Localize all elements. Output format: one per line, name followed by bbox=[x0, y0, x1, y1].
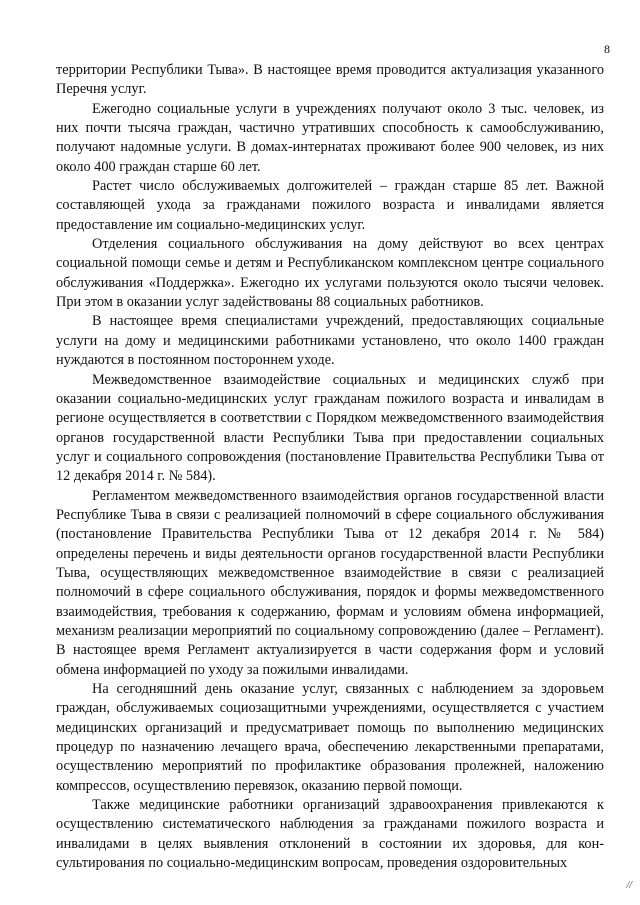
paragraph-9: Также медицинские работники организаций здравоохранения привлекаются к осуществлению систематического наблюдения за гражданами пожилого возраста и инвалидами в целях выявления отклонений в состоянии их здоровья, для консультирования по социально-медицинским вопросам, проведения оздоровительных bbox=[56, 797, 604, 872]
paragraph-1: территории Республики Тыва». В настоящее время проводится актуализация указанного Перечня услуг. bbox=[56, 62, 604, 98]
paragraph-4: Отделения социального обслуживания на дому действуют во всех центрах социальной помощи семье и детям и Республиканском комплексном центре социального обслуживания «Поддержка». Ежегодно их услугами пользуются около тысячи человек. При этом в оказании услуг задействованы 88 социальных работников. bbox=[56, 236, 604, 311]
paragraph-7: Регламентом межведомственного взаимодействия органов государственной власти Республике Тыва в связи с реализацией полномочий в сфере социального обслуживания (постановление Правительства Республики Тыва от 12 декабря 2014 г. № 584) определены перечень и виды деятельности органов государственной власти Республики Тыва, осуществляющих межведомственное взаимодействие в связи с реализацией полномочий в сфере социального обслуживания, порядок и формы межведомственного взаимодействия, требования к содержанию, формам и условиям обмена информацией, механизм реализации мероприятий по социальному сопровождению (далее – Регламент). В настоящее время Регламент актуализируется в части содержания форм и условий обмена информацией по уходу за пожилыми инвалидами. bbox=[56, 487, 604, 678]
paragraph-6: Межведомственное взаимодействие социальных и медицинских служб при оказании социально-медицинских услуг гражданам пожилого возраста и инвалидам в регионе осуществляется в соответствии с Порядком межведомственного взаимодействия органов государственной власти Республики Тыва при предоставлении социальных услуг и социального сопровождения (постановление Правительства Республики Тыва от 12 декабря 2014 г. № 584). bbox=[56, 371, 604, 485]
paragraph-8: На сегодняшний день оказание услуг, связанных с наблюдением за здоровьем граждан, обслуживаемых социозащитными учреждениями, осуществляется с участием медицинских организаций и предусматривает помощь по выполнению медицинских процедур по назначению лечащего врача, обеспечению лекарственными препаратами, осуществлению мероприятий по профилактике образования пролежней, наложению компрессов, осуществлению перевязок, оказанию первой помощи. bbox=[56, 681, 604, 794]
paragraph-3: Растет число обслуживаемых долгожителей – граждан старше 85 лет. Важной составляющей ухода за гражданами пожилого возраста и инвалидами является предоставление им социально-медицинских услуг. bbox=[56, 178, 604, 233]
paragraph-5: В настоящее время специалистами учреждений, предоставляющих социальные услуги на дому и медицинскими работниками установлено, что около 1400 граждан нуждаются в постоянном постороннем уходе. bbox=[56, 313, 604, 369]
margin-mark: // bbox=[626, 880, 632, 891]
page-number: 8 bbox=[604, 42, 610, 56]
body-text bbox=[56, 61, 604, 873]
paragraph-2: Ежегодно социальные услуги в учреждениях получают около 3 тыс. человек, из них почти тысяча граждан, частично утративших способность к самообслуживанию, получают надомные услуги. В домах-интернатах проживают более 900 человек, из них около 400 граждан старше 60 лет. bbox=[56, 100, 604, 175]
